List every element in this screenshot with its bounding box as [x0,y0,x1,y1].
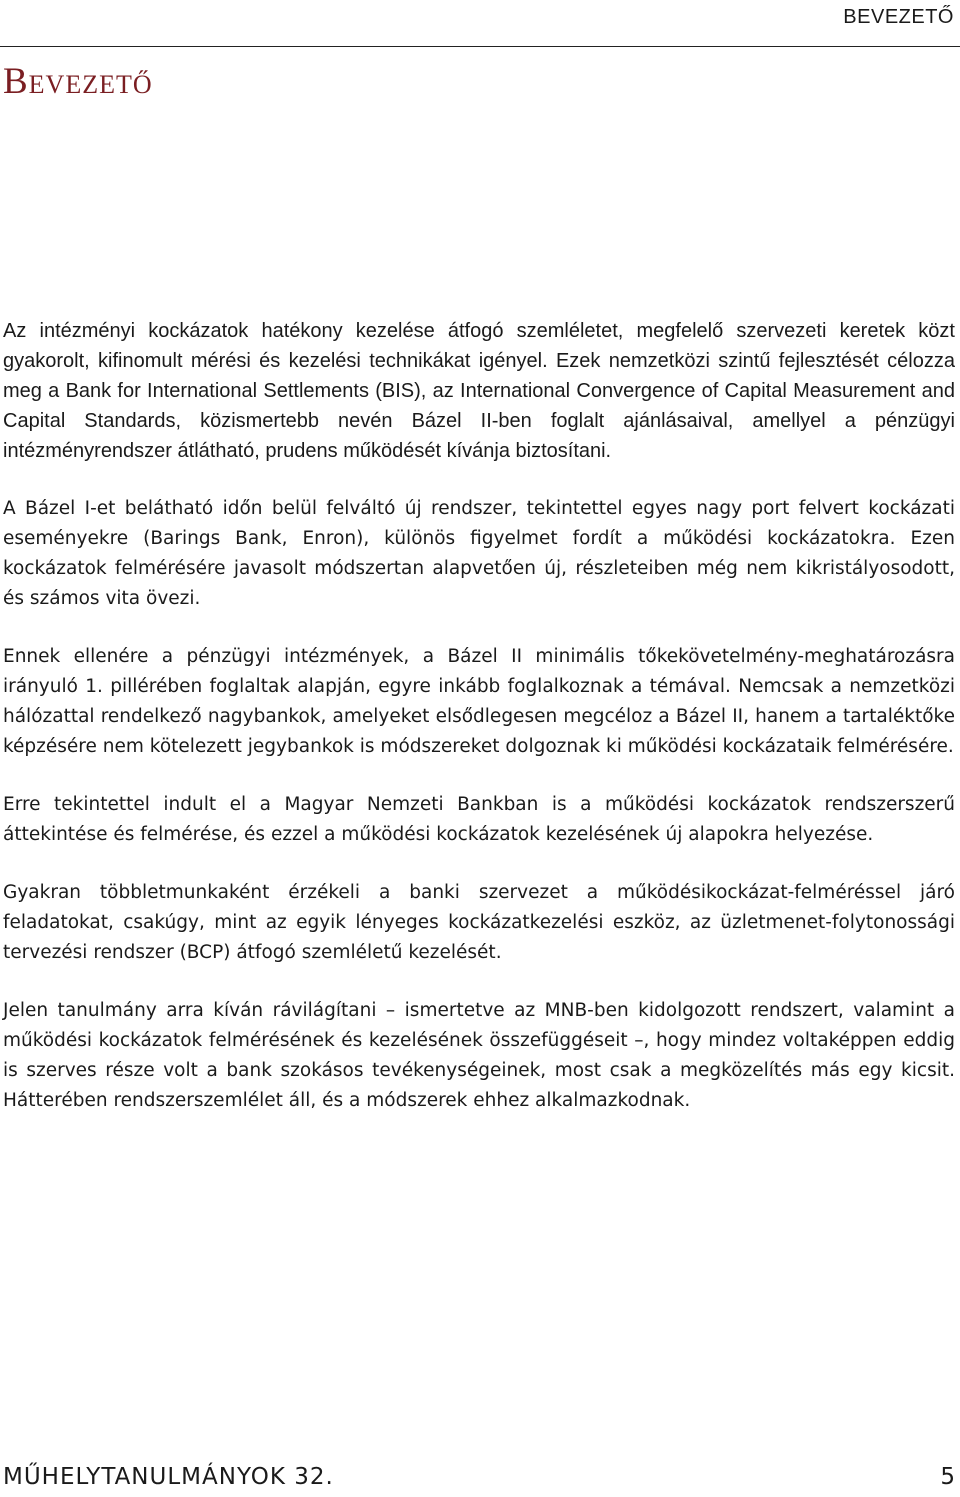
paragraph-institutions: Ennek ellenére a pénzügyi intézmények, a Bázel II minimális tőkekövetelmény-meghatározásra irányuló 1. pillérében foglaltak alapján, egyre inkább foglalkoznak a témával. Nemcsak a nemzetközi hálózattal rendelkező nagybankok, amelyeket elsődlegesen megcéloz a Bázel II, hanem a tartaléktőke képzésére nem kötelezett jegybankok is módszereket dolgoznak ki működési kockázataik felmérésére. [3,646,955,757]
chapter-title: Bevezető [3,61,153,102]
paragraph-intro: Az intézményi kockázatok hatékony kezelése átfogó szemléletet, megfelelő szervezeti keretek közt gyakorolt, kifinomult mérési és kezelési technikákat igényel. Ezek nemzetközi szintű fejlesztését célozza meg a Bank for International Settlements (BIS), az International Convergence of Capital Measurement and Capital Standards, közismertebb nevén Bázel II-ben foglalt ajánlásaival, amellyel a pénzügyi intézményrendszer átlátható, prudens működését kívánja biztosítani. [3,320,955,462]
header-divider [0,46,960,47]
paragraph-mnb: Erre tekintettel indult el a Magyar Nemzeti Bankban is a működési kockázatok rendszerszerű áttekintése és felmérése, és ezzel a működési kockázatok kezelésének új alapokra helyezése. [3,794,955,845]
publication-name: MŰHELYTANULMÁNYOK 32. [3,1464,334,1490]
running-header: BEVEZETŐ [843,6,954,28]
paragraph-basel-one: A Bázel I-et belátható időn belül felváltó új rendszer, tekintettel egyes nagy port felvert kockázati eseményekre (Barings Bank, Enron), különös figyelmet fordít a működési kockázatokra. Ezen kockázatok felmérésére javasolt módszertan alapvetően új, részleteiben még nem kikristályosodott, és számos vita övezi. [3,498,955,609]
body-text [3,316,955,1144]
page-number: 5 [940,1464,955,1490]
paragraph-study-aim: Jelen tanulmány arra kíván rávilágítani – ismertetve az MNB-ben kidolgozott rendszert, valamint a működési kockázatok felmérésének és kezelésének összefüggéseit –, hogy mindez voltaképpen eddig is szerves része volt a bank szokásos tevékenységeinek, most csak a megközelítés más egy kicsit. Hátterében rendszerszemlélet áll, és a módszerek ehhez alkalmazkodnak. [3,1000,955,1111]
paragraph-workload: Gyakran többletmunkaként érzékeli a banki szervezet a működésikockázat-felméréssel járó feladatokat, csakúgy, mint az egyik lényeges kockázatkezelési eszköz, az üzletmenet-folytonossági tervezési rendszer (BCP) átfogó szemléletű kezelését. [3,882,955,963]
